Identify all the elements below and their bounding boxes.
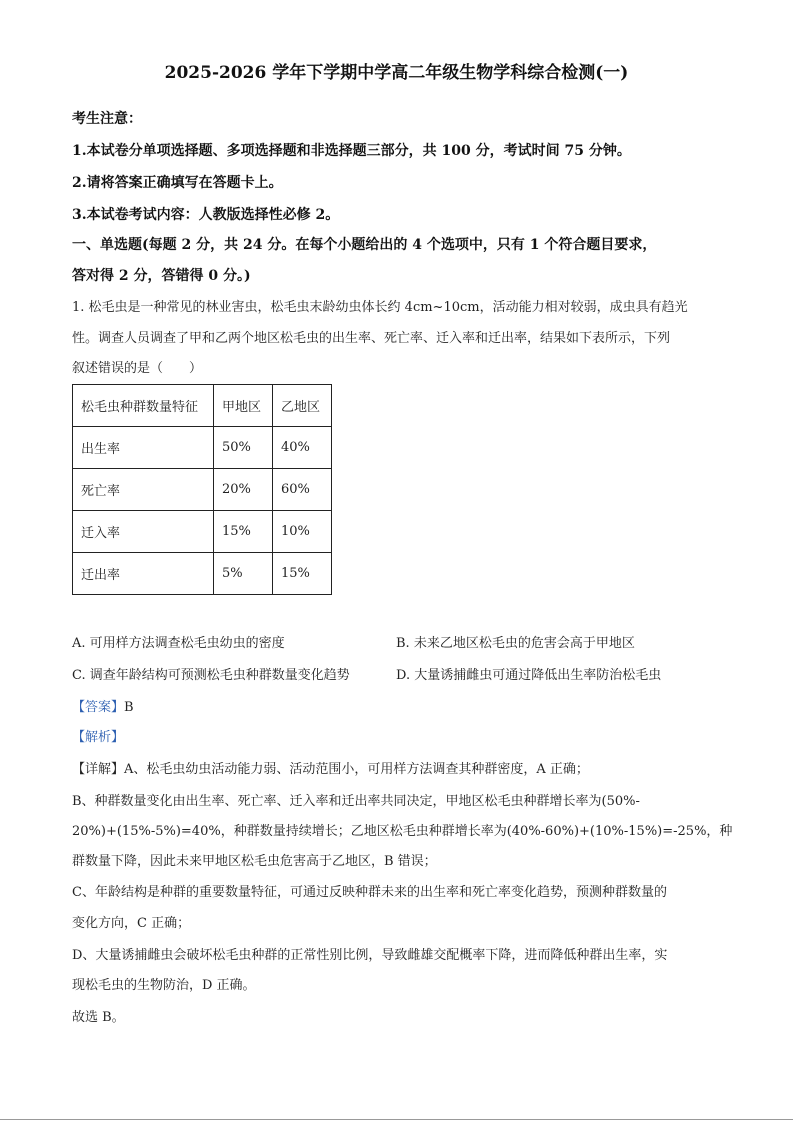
answer-line — [72, 696, 134, 715]
detail-tag: 【详解】 — [72, 762, 125, 777]
table-cell: 15% — [214, 511, 273, 553]
notice-item-1: 1.本试卷分单项选择题、多项选择题和非选择题三部分，共 100 分，考试时间 75 分钟。 — [72, 143, 631, 159]
question-stem-line2: 性。调查人员调查了甲和乙两个地区松毛虫的出生率、死亡率、迁入率和迁出率，结果如下表所示，下列 — [72, 331, 671, 346]
answer-tag: 【答案】 — [72, 700, 125, 715]
page-bottom-divider — [0, 1119, 793, 1120]
detail-line: D、大量诱捕雌虫会破坏松毛虫种群的正常性别比例，导致雌雄交配概率下降，进而降低种群出生率，实 — [72, 948, 668, 963]
table-header-cell: 甲地区 — [214, 385, 273, 427]
table-cell: 15% — [273, 553, 332, 595]
analysis-heading — [72, 726, 124, 745]
table-cell: 10% — [273, 511, 332, 553]
detail-first: A、松毛虫幼虫活动能力弱、活动范围小，可用样方法调查其种群密度，A 正确； — [124, 762, 589, 777]
option-c: C. 调查年龄结构可预测松毛虫种群数量变化趋势 — [72, 668, 350, 683]
detail-line: 故选 B。 — [72, 1010, 125, 1025]
table-cell: 60% — [273, 469, 332, 511]
table-cell: 50% — [214, 427, 273, 469]
page-title: 2025-2026 学年下学期中学高二年级生物学科综合检测(一) — [164, 63, 629, 83]
population-data-table — [72, 384, 332, 595]
section-instruction-line2: 答对得 2 分，答错得 0 分。) — [72, 268, 251, 284]
detail-line: 20%)+(15%-5%)=40%，种群数量持续增长；乙地区松毛虫种群增长率为(40%-60%)+(10%-15%)=-25%，种 — [72, 824, 733, 839]
option-a: A. 可用样方法调查松毛虫幼虫的密度 — [72, 636, 285, 651]
detail-line: B、种群数量变化由出生率、死亡率、迁入率和迁出率共同决定，甲地区松毛虫种群增长率为(50%- — [72, 794, 640, 809]
table-cell: 20% — [214, 469, 273, 511]
notice-item-3: 3.本试卷考试内容：人教版选择性必修 2。 — [72, 207, 340, 223]
option-d: D. 大量诱捕雌虫可通过降低出生率防治松毛虫 — [396, 668, 662, 683]
table-cell: 40% — [273, 427, 332, 469]
detail-line-1 — [72, 758, 589, 777]
table-cell: 迁出率 — [73, 553, 214, 595]
detail-line: 现松毛虫的生物防治，D 正确。 — [72, 978, 256, 993]
analysis-tag: 【解析】 — [72, 730, 125, 745]
detail-line: 群数量下降，因此未来甲地区松毛虫危害高于乙地区，B 错误； — [72, 854, 437, 869]
section-instruction-line1: 一、单选题(每题 2 分，共 24 分。在每个小题给出的 4 个选项中，只有 1 个符合题目要求， — [72, 237, 657, 253]
table-cell: 出生率 — [73, 427, 214, 469]
detail-line: C、年龄结构是种群的重要数量特征，可通过反映种群未来的出生率和死亡率变化趋势，预测种群数量的 — [72, 885, 667, 900]
table-row — [73, 553, 332, 595]
table-cell: 死亡率 — [73, 469, 214, 511]
table-header-cell: 乙地区 — [273, 385, 332, 427]
table-cell: 5% — [214, 553, 273, 595]
notice-item-2: 2.请将答案正确填写在答题卡上。 — [72, 175, 283, 191]
detail-line: 变化方向，C 正确； — [72, 916, 191, 931]
answer-value: B — [124, 700, 134, 715]
table-row — [73, 469, 332, 511]
option-b: B. 未来乙地区松毛虫的危害会高于甲地区 — [396, 636, 635, 651]
notice-heading: 考生注意： — [72, 111, 142, 127]
table-cell: 迁入率 — [73, 511, 214, 553]
table-row — [73, 511, 332, 553]
table-row — [73, 427, 332, 469]
question-stem-line3: 叙述错误的是（ ） — [72, 361, 203, 376]
question-stem-line1: 1. 松毛虫是一种常见的林业害虫，松毛虫末龄幼虫体长约 4cm~10cm，活动能力相对较弱，成虫具有趋光 — [72, 300, 688, 315]
table-header-row — [73, 385, 332, 427]
table-header-cell: 松毛虫种群数量特征 — [73, 385, 214, 427]
